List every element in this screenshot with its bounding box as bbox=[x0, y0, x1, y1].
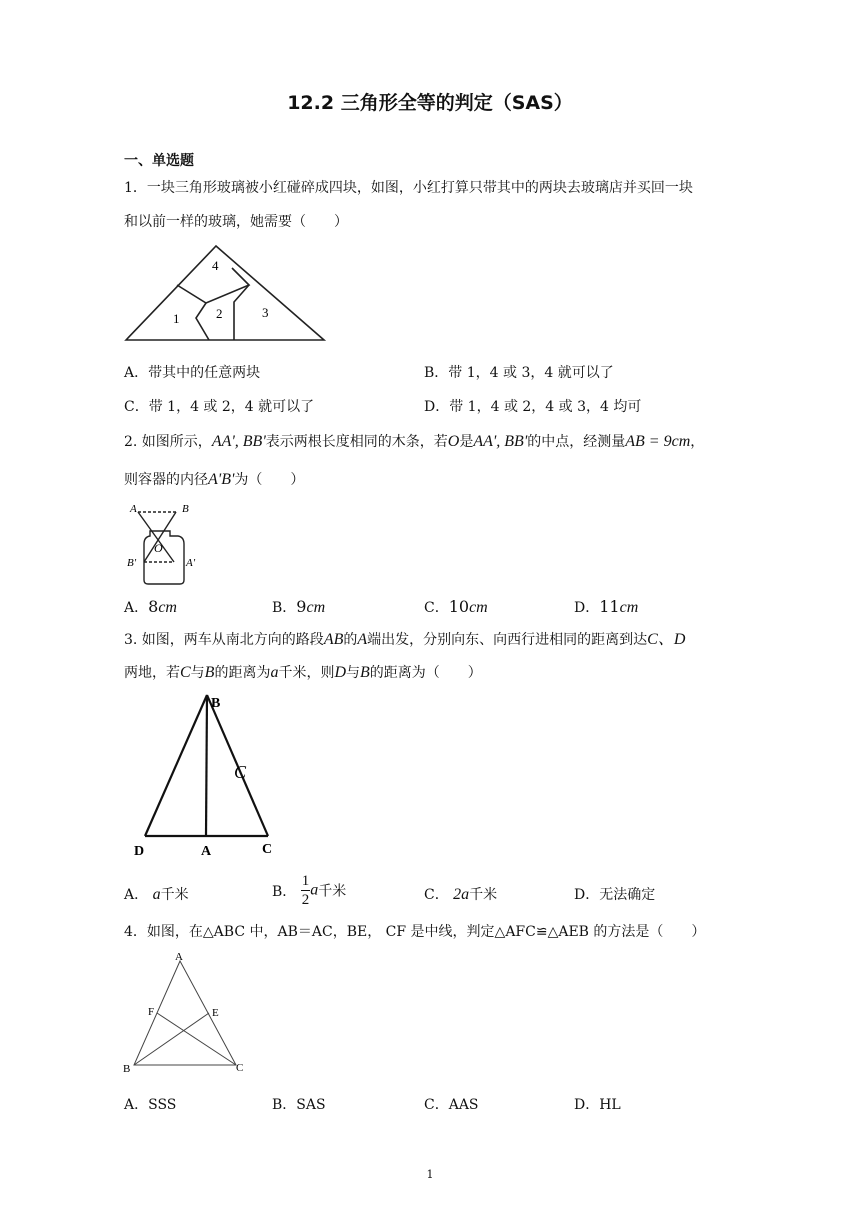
q1-broken-glass-figure bbox=[124, 242, 328, 344]
q3-math-8: B bbox=[360, 664, 370, 681]
q3-text-2: 的 bbox=[343, 632, 358, 648]
q1-stem-line2: 和以前一样的玻璃，她需要（ ） bbox=[124, 214, 348, 230]
q3-text-7: 千米，则 bbox=[278, 665, 335, 681]
q2-option-d[interactable] bbox=[574, 597, 638, 617]
label-b-prime: B' bbox=[127, 557, 137, 569]
q3-option-a-math: a bbox=[152, 886, 161, 903]
label-b: B bbox=[123, 1063, 131, 1075]
label-4: 4 bbox=[212, 258, 219, 273]
q2-option-a-unit: cm bbox=[158, 599, 177, 616]
label-2: 2 bbox=[216, 306, 223, 321]
segment-bd bbox=[145, 695, 207, 836]
q3-text-8: 与 bbox=[346, 665, 361, 681]
q3-text-9: 的距离为（ ） bbox=[369, 665, 482, 681]
page-title: 12.2 三角形全等的判定（SAS） bbox=[287, 92, 573, 114]
q4-option-a[interactable]: A．SSS bbox=[124, 1097, 177, 1113]
median-cf bbox=[157, 1013, 236, 1065]
q3-option-d[interactable]: D．无法确定 bbox=[574, 887, 656, 903]
q1-option-d[interactable]: D．带 1，4 或 2，4 或 3，4 均可 bbox=[424, 399, 642, 415]
q4-option-b[interactable]: B．SAS bbox=[272, 1097, 326, 1113]
q2-math-1: AA', BB' bbox=[211, 433, 266, 450]
label-1: 1 bbox=[173, 311, 180, 326]
piece-2-left-edge bbox=[196, 303, 209, 340]
q2-math-5: A'B' bbox=[208, 471, 235, 488]
q3-text-4: 两地，若 bbox=[124, 665, 180, 681]
q2-option-d-letter: D． bbox=[574, 600, 600, 616]
q2-option-c-letter: C． bbox=[424, 600, 449, 616]
segment-ba bbox=[206, 695, 207, 836]
q2-option-d-num: 11 bbox=[599, 597, 620, 616]
fraction-numerator: 1 bbox=[301, 873, 310, 889]
q2-option-b-letter: B． bbox=[272, 600, 297, 616]
q3-stem-line2 bbox=[124, 663, 482, 683]
section-heading: 一、单选题 bbox=[124, 153, 194, 169]
glass-outline bbox=[126, 246, 324, 340]
q3-math-7: D bbox=[334, 664, 347, 681]
piece-2-right-edge bbox=[234, 285, 249, 340]
q2-math-4: AB = 9cm bbox=[625, 433, 691, 450]
q3-text-5: 与 bbox=[190, 665, 205, 681]
container-outline bbox=[144, 531, 184, 584]
q2-option-c[interactable] bbox=[424, 597, 488, 617]
q3-option-c-text: 千米 bbox=[469, 887, 498, 903]
label-c: C bbox=[236, 1062, 244, 1074]
q3-option-a-letter: A． bbox=[124, 887, 149, 903]
label-c: C bbox=[262, 842, 273, 857]
q2-text-6: 则容器的内径 bbox=[124, 472, 208, 488]
label-f: F bbox=[148, 1006, 155, 1018]
q2-text-4: 的中点，经测量 bbox=[527, 434, 626, 450]
q2-option-a-letter: A． bbox=[124, 600, 149, 616]
q1-option-a[interactable]: A．带其中的任意两块 bbox=[124, 365, 261, 381]
q3-option-b-fraction bbox=[301, 872, 311, 909]
label-a: A bbox=[201, 844, 212, 859]
q3-option-b-letter: B． bbox=[272, 883, 297, 900]
q2-container-figure bbox=[124, 500, 214, 588]
q4-triangle-figure bbox=[120, 950, 250, 1076]
label-a: A bbox=[175, 951, 183, 963]
q2-option-b[interactable] bbox=[272, 597, 325, 617]
label-b: B bbox=[182, 503, 189, 515]
q3-road-triangle-figure bbox=[124, 690, 284, 862]
q3-math-2: A bbox=[357, 631, 368, 648]
label-b: B bbox=[211, 696, 221, 711]
q2-text-1: 2. 如图所示， bbox=[124, 434, 212, 450]
q3-text-1: 3. 如图，两车从南北方向的路段 bbox=[124, 632, 324, 648]
q1-option-b[interactable]: B．带 1，4 或 3，4 就可以了 bbox=[424, 365, 614, 381]
label-c-on-side: C bbox=[234, 762, 247, 782]
q2-option-c-num: 10 bbox=[448, 597, 470, 616]
page-number: 1 bbox=[426, 1168, 434, 1181]
label-a-prime: A' bbox=[186, 557, 196, 569]
q3-text-3: 端出发，分别向东、向西行进相同的距离到达 bbox=[367, 632, 648, 648]
q2-option-b-unit: cm bbox=[306, 599, 326, 616]
q4-option-d[interactable]: D．HL bbox=[574, 1097, 621, 1113]
q3-math-4: C bbox=[180, 664, 191, 681]
q2-text-2: 表示两根长度相同的木条，若 bbox=[265, 434, 448, 450]
q2-math-3: AA', BB' bbox=[473, 433, 528, 450]
q1-option-c[interactable]: C．带 1，4 或 2，4 就可以了 bbox=[124, 399, 315, 415]
q2-stem-line2 bbox=[124, 470, 304, 490]
q3-stem-line1 bbox=[124, 630, 685, 650]
q3-math-6: a bbox=[270, 664, 279, 681]
q3-math-3: C、D bbox=[647, 631, 686, 648]
q3-math-1: AB bbox=[323, 631, 344, 648]
q2-option-a-num: 8 bbox=[148, 597, 159, 616]
q1-stem-line1: 1．一块三角形玻璃被小红碰碎成四块，如图，小红打算只带其中的两块去玻璃店并买回一块 bbox=[124, 180, 693, 196]
q2-option-c-unit: cm bbox=[469, 599, 488, 616]
q2-option-b-num: 9 bbox=[296, 597, 307, 616]
q3-option-b[interactable] bbox=[272, 872, 346, 909]
q2-stem-line1 bbox=[124, 432, 704, 452]
fraction-denominator: 2 bbox=[301, 892, 310, 908]
label-a: A bbox=[130, 503, 137, 515]
q3-option-a[interactable] bbox=[124, 884, 189, 904]
q3-math-5: B bbox=[204, 664, 215, 681]
q2-text-5: ， bbox=[690, 434, 705, 450]
q2-math-2: O bbox=[447, 433, 460, 450]
q2-text-7: 为（ ） bbox=[234, 472, 305, 488]
q3-option-b-math: a bbox=[310, 881, 319, 899]
q2-option-a[interactable] bbox=[124, 597, 177, 617]
label-o: O bbox=[154, 541, 163, 555]
q3-option-b-text: 千米 bbox=[318, 883, 347, 900]
q3-option-a-text: 千米 bbox=[160, 887, 189, 903]
q4-option-c[interactable]: C．AAS bbox=[424, 1097, 479, 1113]
label-d: D bbox=[134, 844, 145, 859]
q3-option-c-math: 2a bbox=[453, 886, 470, 903]
q3-option-c[interactable] bbox=[424, 884, 497, 904]
q3-text-6: 的距离为 bbox=[214, 665, 271, 681]
q3-option-c-letter: C． bbox=[424, 887, 449, 903]
label-3: 3 bbox=[262, 305, 269, 320]
label-e: E bbox=[212, 1007, 219, 1019]
q2-option-d-unit: cm bbox=[619, 599, 639, 616]
q4-stem-line1: 4．如图，在△ABC 中，AB＝AC，BE， CF 是中线，判定△AFC≌△AEB 的方法是（ ） bbox=[124, 924, 706, 940]
q2-text-3: 是 bbox=[459, 434, 474, 450]
